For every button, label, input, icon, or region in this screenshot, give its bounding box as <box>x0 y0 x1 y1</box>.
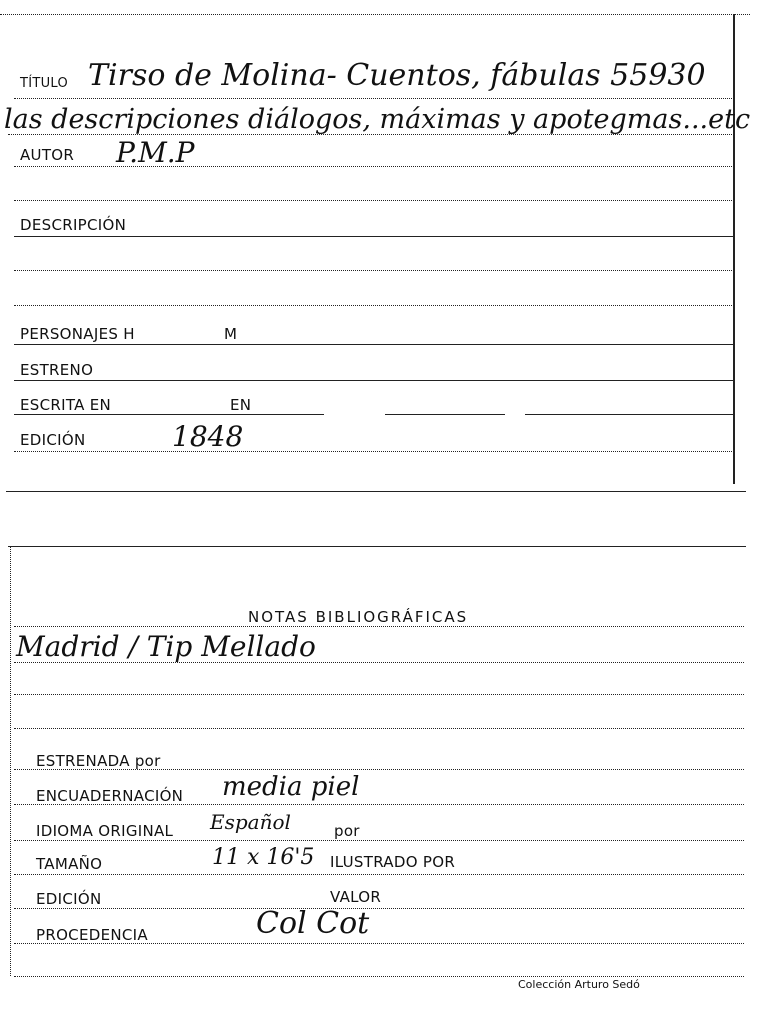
notas-line-1 <box>14 626 744 627</box>
tamano-value: 11 x 16'5 <box>212 845 315 870</box>
notas-heading: NOTAS BIBLIOGRÁFICAS <box>248 608 469 626</box>
edicion-label: EDICIÓN <box>20 431 86 449</box>
escrita-line-a <box>14 414 324 415</box>
titulo-line-1 <box>14 98 734 99</box>
titulo-value-line1: Tirso de Molina- Cuentos, fábulas 55930 <box>88 58 706 93</box>
encuadernacion-line <box>14 804 744 805</box>
autor-line <box>14 166 734 167</box>
card-bottom-bottom-border <box>14 976 744 977</box>
autor-value: P.M.P <box>116 136 195 169</box>
blank-line-1 <box>14 200 734 201</box>
notas-line-3 <box>14 694 744 695</box>
catalog-card-bottom <box>0 538 750 1028</box>
personajes-m-label: M <box>224 325 238 343</box>
procedencia-label: PROCEDENCIA <box>36 926 148 944</box>
por-label: por <box>334 822 360 840</box>
titulo-line-2 <box>8 134 734 135</box>
notas-line-4 <box>14 728 744 729</box>
blank-line-2 <box>14 270 734 271</box>
ilustrado-por-label: ILUSTRADO POR <box>330 853 456 871</box>
descripcion-label: DESCRIPCIÓN <box>20 216 127 234</box>
idioma-original-label: IDIOMA ORIGINAL <box>36 822 174 840</box>
card-top-border <box>0 14 750 15</box>
escrita-line-c <box>525 414 733 415</box>
edicion-value: 1848 <box>172 420 244 453</box>
escrita-en-label: ESCRITA EN <box>20 396 112 414</box>
descripcion-line <box>14 236 734 237</box>
titulo-label: TÍTULO <box>20 76 69 91</box>
estreno-label: ESTRENO <box>20 361 94 379</box>
procedencia-line <box>14 943 744 944</box>
estrenada-line <box>14 769 744 770</box>
card-bottom-top-border <box>8 546 746 547</box>
personajes-line <box>14 344 734 345</box>
tamano-label: TAMAÑO <box>36 855 103 873</box>
card-right-border <box>733 14 735 484</box>
edicion-bottom-label: EDICIÓN <box>36 890 102 908</box>
edicion-line <box>14 451 734 452</box>
en-label: EN <box>230 396 252 414</box>
idioma-line <box>14 840 744 841</box>
card-top-bottom-border <box>6 491 746 492</box>
titulo-value-line2: las descripciones diálogos, máximas y apotegmas...etc <box>4 104 751 135</box>
escrita-line-b <box>385 414 505 415</box>
tamano-line <box>14 874 744 875</box>
encuadernacion-label: ENCUADERNACIÓN <box>36 787 184 805</box>
card-left-border <box>10 546 11 976</box>
valor-label: VALOR <box>330 888 382 906</box>
personajes-h-label: PERSONAJES H <box>20 325 135 343</box>
catalog-card-top <box>0 0 750 492</box>
notas-line-2 <box>14 662 744 663</box>
idioma-original-value: Español <box>210 810 291 834</box>
estrenada-por-label: ESTRENADA por <box>36 752 161 770</box>
notas-value: Madrid / Tip Mellado <box>16 630 316 663</box>
autor-label: AUTOR <box>20 146 75 164</box>
estreno-line <box>14 380 734 381</box>
edicion-bottom-line <box>14 908 744 909</box>
encuadernacion-value: media piel <box>222 772 360 802</box>
blank-line-3 <box>14 305 734 306</box>
collection-footer: Colección Arturo Sedó <box>518 978 640 991</box>
procedencia-value: Col Cot <box>256 906 370 941</box>
